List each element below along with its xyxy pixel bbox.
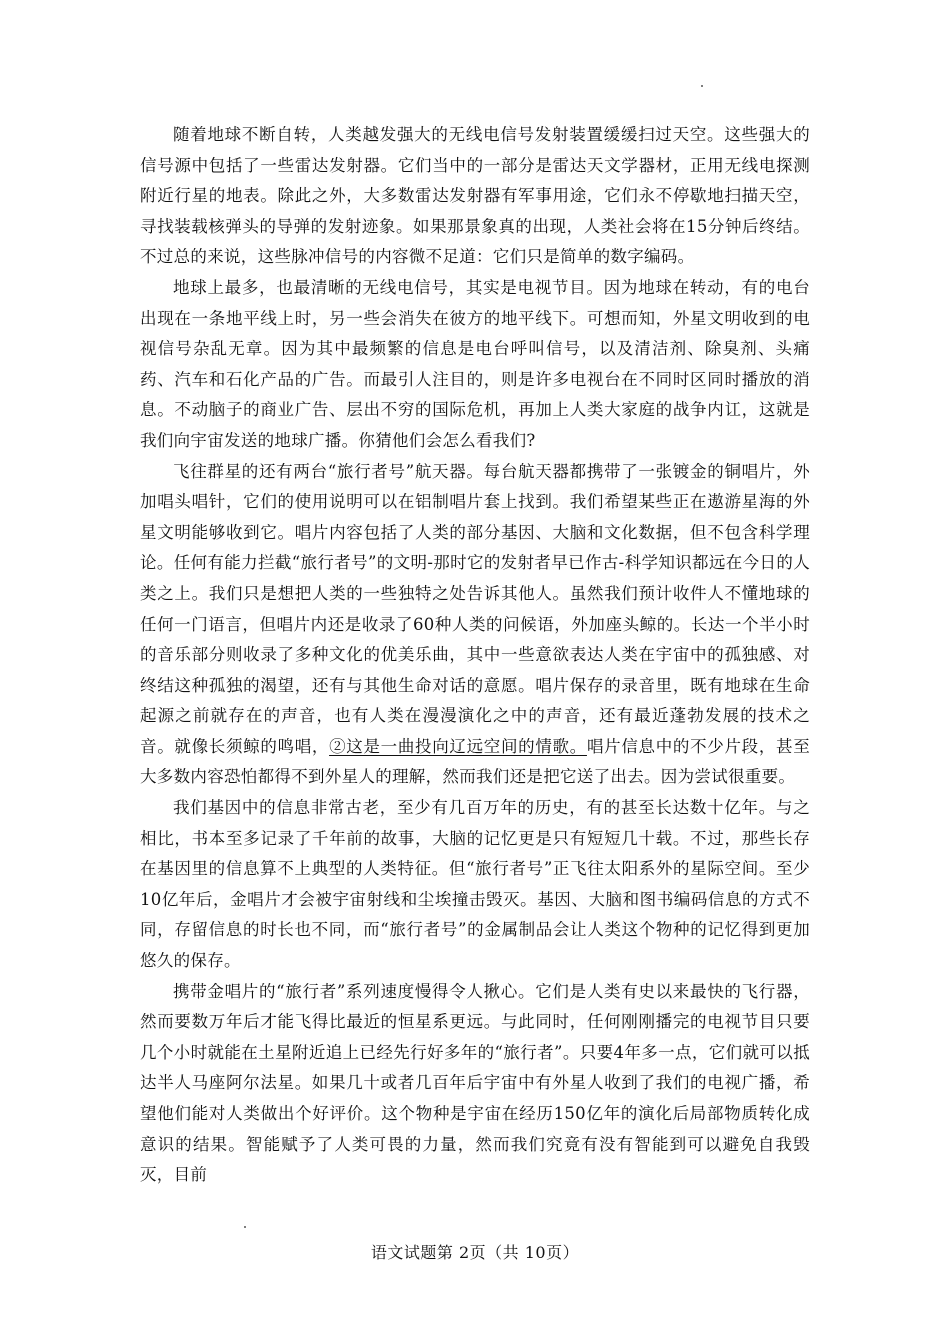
scan-speck-top [701,85,703,87]
reading-passage [140,120,810,1191]
golden-record-text-before: 飞往群星的还有两台“旅行者号”航天器。每台航天器都携带了一张镀金的铜唱片，外加唱头唱针，它们的使用说明可以在铝制唱片套上找到。我们希望某些正在遨游星海的外星文明能够收到它。唱片内容包括了人类的部分基因、大脑和文化数据，但不包含科学理论。任何有能力拦截“旅行者号”的文明-那时它的发射者早已作古-科学知识都远在今日的人类之上。我们只是想把人类的一些独特之处告诉其他人。虽然我们预计收件人不懂地球的任何一门语言，但唱片内还是收录了60种人类的问候语，外加座头鲸的。长达一个半小时的音乐部分则收录了多种文化的优美乐曲，其中一些意欲表达人类在宇宙中的孤独感、对终结这种孤独的渴望，还有与其他生命对话的意愿。唱片保存的录音里，既有地球在生命起源之前就存在的声音，也有人类在漫漫演化之中的声音，还有最近蓬勃发展的技术之音。就像长须鲸的鸣唱， [140,461,810,756]
golden-record-text-after: 唱片信息中的不少片段，甚至大多数内容恐怕都得不到外星人的理解，然而我们还是把它送了出去。因为尝试很重要。 [140,736,811,787]
paragraph-radar-signals: 随着地球不断自转，人类越发强大的无线电信号发射装置缓缓扫过天空。这些强大的信号源中包括了一些雷达发射器。它们当中的一部分是雷达天文学器材，正用无线电探测附近行星的地表。除此之外，大多数雷达发射器有军事用途，它们永不停歇地扫描天空，寻找装载核弹头的导弹的发射迹象。如果那景象真的出现，人类社会将在15分钟后终结。不过总的来说，这些脉冲信号的内容微不足道：它们只是简单的数字编码。 [140,125,810,267]
paragraph-tv-broadcast: 地球上最多，也最清晰的无线电信号，其实是电视节目。因为地球在转动，有的电台出现在一条地平线上时，另一些会消失在彼方的地平线下。可想而知，外星文明收到的电视信号杂乱无章。因为其中最频繁的信息是电台呼叫信号，以及清洁剂、除臭剂、头痛药、汽车和石化产品的广告。而最引人注目的，则是许多电视台在不同时区同时播放的消息。不动脑子的商业广告、层出不穷的国际危机，再加上人类大家庭的战争内讧，这就是我们向宇宙发送的地球广播。你猜他们会怎么看我们? [140,277,810,450]
scan-speck-bottom [244,1226,246,1228]
paragraph-golden-record [140,457,810,794]
page-footer: 语文试题第 2页（共 10页） [370,1243,580,1262]
underlined-sentence-2: ②这是一曲投向辽远空间的情歌。 [329,736,587,756]
paragraph-genetic-information: 我们基因中的信息非常古老，至少有几百万年的历史，有的甚至长达数十亿年。与之相比，书本至多记录了千年前的故事，大脑的记忆更是只有短短几十载。不过，那些长存在基因里的信息算不上典型的人类特征。但“旅行者号”正飞往太阳系外的星际空间。至少10亿年后，金唱片才会被宇宙射线和尘埃撞击毁灭。基因、大脑和图书编码信息的方式不同，存留信息的时长也不同，而“旅行者号”的金属制品会让人类这个物种的记忆得到更加悠久的保存。 [140,798,810,971]
paragraph-voyager-speed: 携带金唱片的“旅行者”系列速度慢得令人揪心。它们是人类有史以来最快的飞行器，然而要数万年后才能飞得比最近的恒星系更远。与此同时，任何刚刚播完的电视节目只要几个小时就能在土星附近追上已经先行好多年的“旅行者”。只要4年多一点，它们就可以抵达半人马座阿尔法星。如果几十或者几百年后宇宙中有外星人收到了我们的电视广播，希望他们能对人类做出个好评价。这个物种是宇宙在经历150亿年的演化后局部物质转化成意识的结果。智能赋予了人类可畏的力量，然而我们究竟有没有智能到可以避免自我毁灭，目前 [140,981,810,1185]
